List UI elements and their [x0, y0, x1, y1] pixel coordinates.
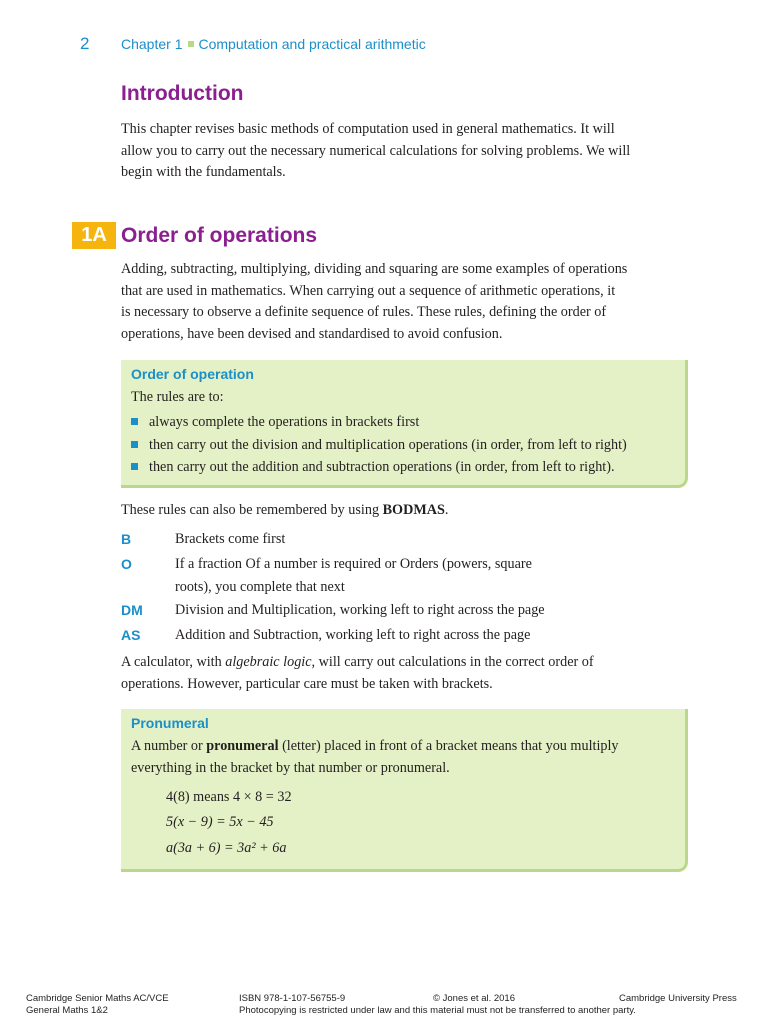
paragraph-line [121, 652, 681, 674]
acronym-description [175, 528, 595, 551]
rule-text: then carry out the addition and subtraction operations (in order, from left to right). [149, 459, 615, 475]
pronumeral-text: (letter) placed in front of a bracket means that you multiply [278, 738, 619, 754]
bodmas-intro-text: These rules can also be remembered by using [121, 502, 383, 518]
acronym-description [175, 624, 595, 647]
box-intro: The rules are to: [131, 389, 224, 405]
paragraph-line: This chapter revises basic methods of computation used in general mathematics. It will [121, 121, 615, 137]
paragraph-line: begin with the fundamentals. [121, 164, 286, 181]
paragraph-line: Adding, subtracting, multiplying, dividing and squaring are some examples of operations [121, 261, 628, 277]
footer-isbn: ISBN 978-1-107-56755-9 [239, 993, 346, 1004]
section-paragraph [121, 259, 681, 346]
acronym-description [175, 599, 595, 622]
formula-line: 4(8) means 4 × 8 = 32 [166, 789, 292, 805]
acronym-key: O [121, 556, 132, 572]
footer-book-line: Cambridge Senior Maths AC/VCE [26, 993, 169, 1004]
bodmas-intro-end: . [444, 502, 449, 518]
running-head [121, 36, 426, 52]
formula-line: a(3a + 6) = 3a² + 6a [166, 840, 287, 856]
paragraph-line: is necessary to observe a definite sequence of rules. These rules, defining the order of [121, 304, 607, 321]
paragraph-line: operations, have been devised and standardised to avoid confusion. [121, 326, 503, 343]
bullet-square-icon [131, 441, 138, 448]
footer-copyright: © Jones et al. 2016 [433, 993, 515, 1004]
chapter-title: Computation and practical arithmetic [198, 36, 426, 52]
footer-notice: Photocopying is restricted under law and this material must not be transferred to another party. [239, 1005, 636, 1016]
box-paragraph [131, 736, 671, 779]
box-title: Order of operation [131, 366, 254, 382]
calc-text: , will carry out calculations in the correct order of [311, 654, 594, 670]
rule-text: then carry out the division and multiplication operations (in order, from left to right) [149, 437, 627, 453]
introduction-paragraph [121, 119, 681, 184]
separator-square-icon [188, 41, 194, 47]
acronym-line: Brackets come first [175, 531, 286, 547]
formula-line: 5(x − 9) = 5x − 45 [166, 814, 274, 830]
box-title: Pronumeral [131, 715, 209, 731]
paragraph-line: everything in the bracket by that number or pronumeral. [131, 759, 450, 776]
bullet-square-icon [131, 463, 138, 470]
paragraph-line [131, 736, 671, 758]
acronym-line: Addition and Subtraction, working left to right across the page [175, 627, 531, 643]
bodmas-word: BODMAS [382, 502, 445, 518]
paragraph-line: operations. However, particular care must be taken with brackets. [121, 675, 493, 692]
acronym-key: DM [121, 602, 143, 618]
section-title: Order of operations [121, 224, 318, 247]
paragraph-line: allow you to carry out the necessary numerical calculations for solving problems. We will [121, 142, 631, 159]
footer-publisher: Cambridge University Press [619, 993, 737, 1004]
calculator-paragraph [121, 652, 681, 695]
acronym-description [175, 553, 595, 599]
chapter-label: Chapter 1 [121, 36, 183, 52]
page-number: 2 [80, 34, 90, 53]
section-badge: 1A [72, 222, 116, 249]
pronumeral-box [121, 709, 688, 872]
rule-text: always complete the operations in brackets first [149, 414, 420, 430]
acronym-line: roots), you complete that next [175, 579, 345, 595]
calc-text: A calculator, with [121, 654, 226, 670]
order-of-operation-box [121, 360, 688, 488]
acronym-line: If a fraction Of a number is required or Orders (powers, square [175, 556, 532, 572]
bodmas-intro [121, 500, 681, 522]
pronumeral-bold: pronumeral [206, 738, 279, 754]
calc-italic: algebraic logic [225, 654, 312, 670]
introduction-heading: Introduction [121, 82, 244, 105]
pronumeral-text: A number or [131, 738, 207, 754]
acronym-key: AS [121, 627, 141, 643]
bullet-square-icon [131, 418, 138, 425]
footer-book-line: General Maths 1&2 [26, 1005, 108, 1016]
paragraph-line: that are used in mathematics. When carrying out a sequence of arithmetic operations, it [121, 282, 616, 299]
acronym-key: B [121, 531, 132, 547]
acronym-line: Division and Multiplication, working left to right across the page [175, 602, 545, 618]
footer-book [26, 993, 169, 1017]
